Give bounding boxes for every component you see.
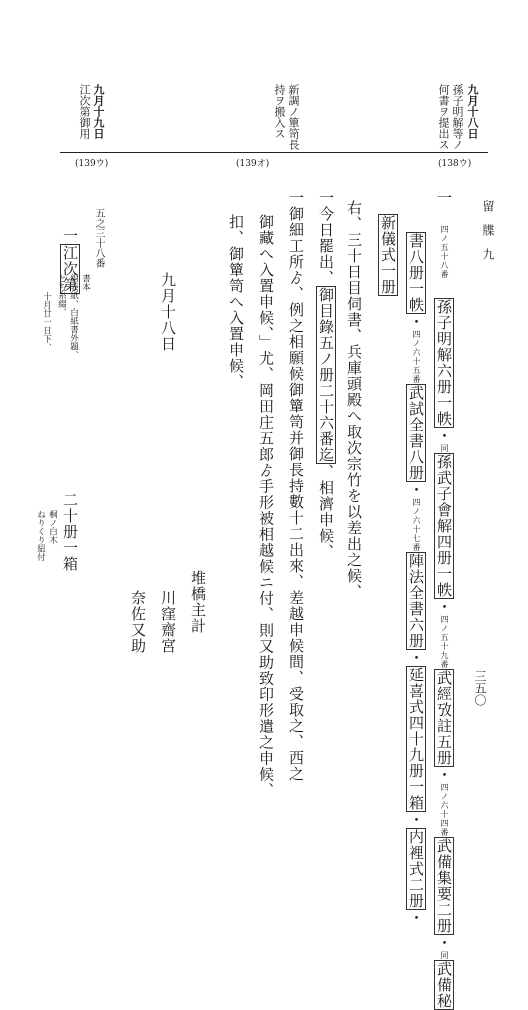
date-line: 九月十八日 [159, 272, 177, 352]
folio-mark: (138ウ) [438, 159, 472, 169]
folio-mark: (139オ) [236, 159, 270, 169]
note-date-19: 九月十九日 [92, 84, 105, 139]
lower-note: とち糸綴、 [56, 274, 67, 317]
header-divider [60, 152, 488, 153]
body-line-7: 御藏へ入置申候、」尤、岡田庄五郎ゟ手形被相越候ニ付、則又助致印形遣之申候、 [257, 214, 275, 799]
lower-box-note: 桐ノ白木 [47, 510, 58, 544]
note-line: 江次第御用 [78, 84, 91, 139]
body-line-5: 一今日罷出、御目錄五ノ册二十六番迄、相濟申候、 [317, 190, 335, 560]
body-line-2: 書八册一帙・四ノ六十五番武試全書八册・四ノ六十七番陣法全書六册・延喜式四十九册一箱・内裡式二册・ [407, 233, 425, 926]
signature: 川窪齋宮 [159, 590, 177, 654]
body-line-8: 扣、御簞笥へ入置申候、 [227, 214, 245, 390]
body-line-4: 右、三十日目伺書、兵庫頭殿へ取次宗竹を以差出之候、 [345, 200, 363, 600]
page-number: 三五〇 [473, 670, 487, 706]
lower-count: 二十册一箱 [61, 492, 79, 572]
lower-number: 五之三十八番 [93, 208, 104, 268]
lower-entry: 一江次第 [61, 228, 79, 293]
lower-box-note: ねりくり紐付 [35, 510, 46, 561]
note-line: 持ヲ搬入ス [273, 84, 286, 139]
body-line-3: 新儀式一册 [379, 215, 397, 295]
folio-mark: (139ウ) [75, 159, 109, 169]
running-title: 留 牒 九 [481, 200, 495, 260]
note-line: 新調ノ簞笥長 [287, 84, 300, 150]
body-line-1: 一 四ノ五十八番 孫子明解六册一帙・同孫武子會解四册一帙・四ノ五十九番武經攷註五册・四ノ六十四番武備集要二册・同武備秘 [435, 190, 453, 1009]
signature: 奈佐又助 [129, 590, 147, 654]
lower-note: 紺表紙、白紙書外題、 [68, 274, 79, 359]
note-line: 孫子明解等ノ [451, 84, 464, 150]
note-line: 何書ヲ提出ス [437, 84, 450, 150]
note-date-18: 九月十八日 [466, 84, 479, 139]
body-line-6: 一御細工所ゟ、例之相願候御簞笥并御長持數十二出來、差越申候間、受取之、西之 [287, 190, 305, 782]
signature: 堆橋主計 [189, 570, 207, 634]
lower-note: 書本 [80, 274, 91, 291]
lower-note: 十月廿一日下、 [41, 292, 52, 352]
